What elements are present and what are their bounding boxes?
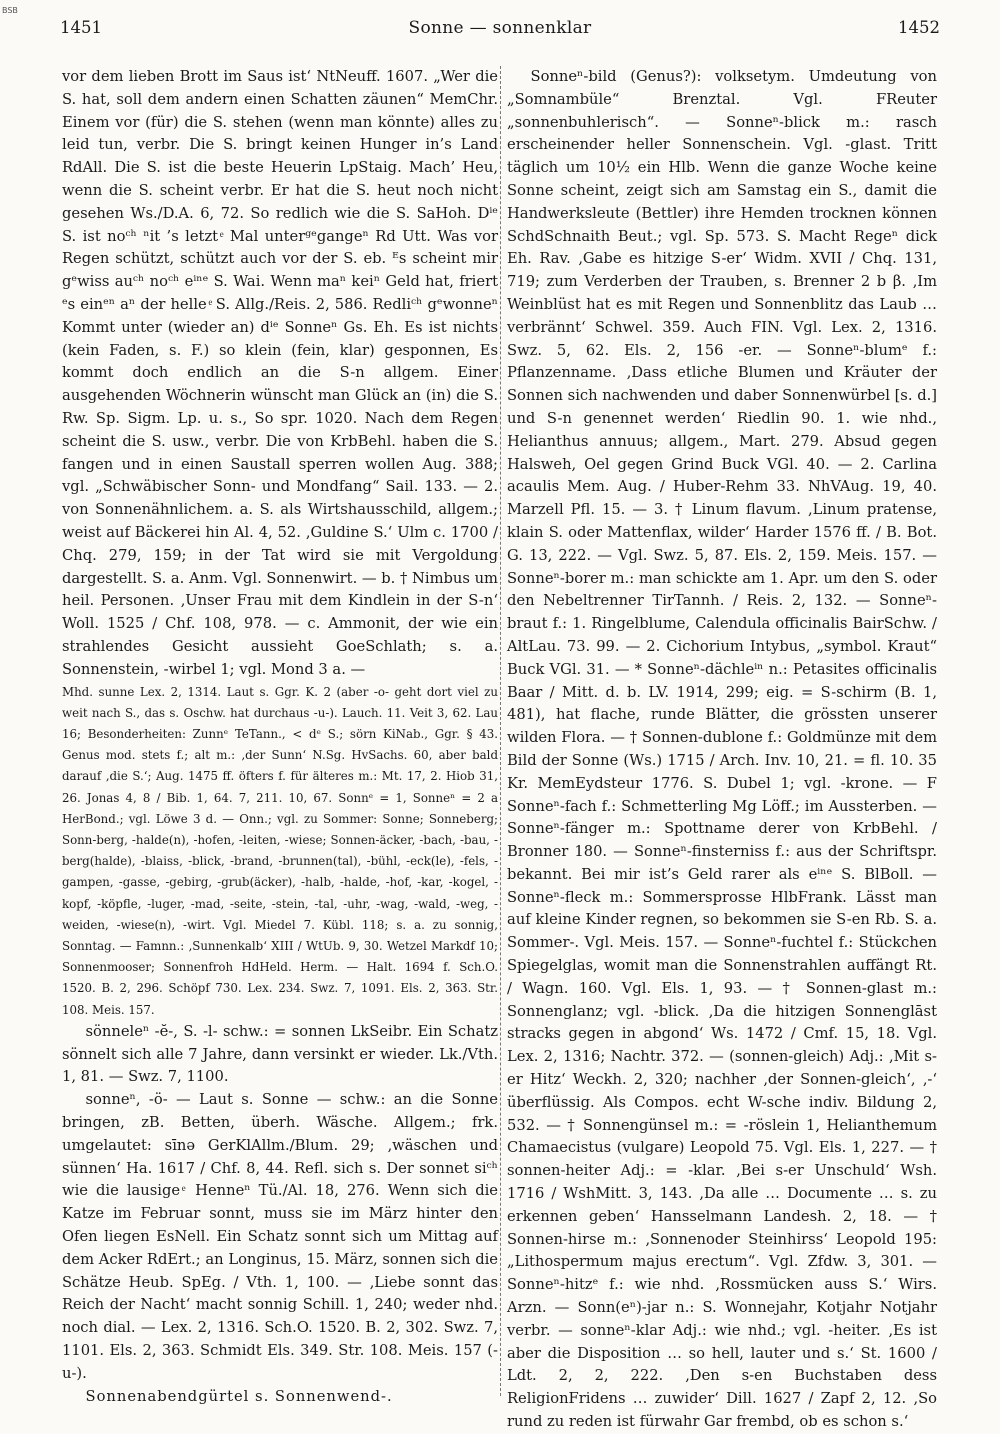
entry-sonnenabendguertel: Sonnenabendgürtel s. Sonnenwend-. [85, 1387, 393, 1405]
entry-sonnen-compounds: Sonneⁿ-bild (Genus?): volksetym. Umdeutung von „Somnambüle“ Brenztal. Vgl. FReuter „sonnenbuhlerisch“. — Sonneⁿ-blick m.: rasch erscheinender heller Sonnenschein. Vgl. -glast. Tritt täglich um 10½ ein Hlb. Wenn die ganze Woche keine Sonne scheint, zeigt sich am Samstag ein S., damit die Handwerksleute (Bettler) ihre Hemden trocknen können SchdSchnaith Beut.; vgl. Sp. 573. S. Macht Regeⁿ dick Eh. Rav. ‚Gabe es hitzige S-er‘ Widm. XVII / Chq. 131, 719; zum Verderben der Trauben, s. Brenner 2 b β. ‚Im Weinblüst hat es mit Regen und Sonnenblitz das Laub … verbrännt‘ Schwel. 359. Auch FIN. Vgl. Lex. 2, 1316. Swz. 5, 62. Els. 2, 156 -er. — Sonneⁿ-blumᵉ f.: Pflanzenname. ‚Dass etliche Blumen und Kräuter der Sonnen sich nachwenden und daber Sonnenwürbel [s. d.] und S-n genennet werden‘ Riedlin 90. 1. wie nhd., Helianthus annuus; allgem., Mart. 279. Absud gegen Halsweh, Oel gegen Grind Buck VGl. 40. — 2. Carlina acaulis Mem. Aug. / Huber-Rehm 33. NhVAug. 19, 40. Marzell Pfl. 15. — 3. † Linum flavum. ‚Linum pratense, klain S. oder Mattenflax, wilder‘ Harder 1576 ff. / B. Bot. G. 13, 222. — Vgl. Swz. 5, 87. Els. 2, 159. Meis. 157. — Sonneⁿ-borer m.: man schickte am 1. Apr. um den S. oder den Nebeltrenner TirTannh. / Reis. 2, 132. — Sonneⁿ-braut f.: 1. Ringelblume, Calendula officinalis BairSchw. / AltLau. 73. 99. — 2. Cichorium Intybus, „symbol. Kraut“ Buck VGl. 31. — * Sonneⁿ-dächleⁱⁿ n.: Petasites officinalis Baar / Mitt. d. b. LV. 1914, 299; eig. = S-schirm (B. 1, 481), hat flache, runde Blätter, die grössten unserer wilden Flora. — † Sonnen-dublone f.: Goldmünze mit dem Bild der Sonne (Ws.) 1715 / Arch. Inv. 10, 21. = fl. 10. 35 Kr. MemEydsteur 1776. S. Dubel 1; vgl. -krone. — F Sonneⁿ-fach f.: Schmetterling Mg Löff.; im Aussterben. — Sonneⁿ-fänger m.: Spottname derer von KrbBehl. / Bronner 180. — Sonneⁿ-finsterniss f.: aus der Schriftspr. bekannt. Bei mir ist’s Geld rarer als eⁱⁿᵉ S. BlBoll. — Sonneⁿ-fleck m.: Sommersprosse HlbFrank. Lässt man auf kleine Kinder regnen, so bekommen sie S-en Rb. S. a. Sommer-. Vgl. Meis. 157. — Sonneⁿ-fuchtel f.: Stückchen Spiegelglas, womit man die Sonnenstrahlen auffängt Rt. / Wagn. 160. Vgl. Els. 1, 93. — † Sonnen-glast m.: Sonnenglanz; vgl. -blick. ‚Da die hitzigen Sonnenglāst stracks gegen in abgond‘ Ws. 1472 / Cmf. 15, 18. Vgl. Lex. 2, 1316; Nachtr. 372. — (sonnen-gleich) Adj.: ‚Mit s-er Hitz‘ Weckh. 2, 320; nachher ‚der Sonnen-gleich‘, ‚-‘ überflüssig. Als Compos. echt W-sche indiv. Bildung 2, 532. — † Sonnengünsel m.: = -röslein 1, Helianthemum Chamaecistus (vulgare) Leopold 75. Vgl. Els. 1, 227. — † sonnen-heiter Adj.: = -klar. ‚Bei s-er Unschuld‘ Wsh. 1716 / WshMitt. 3, 143. ‚Da alle … Documente … s. zu erkennen geben‘ Hansselmann Landesh. 2, 18. — † Sonnen-hirse m.: ‚Sonnenoder Steinhirss‘ Leopold 195: „Lithospermum majus erectum“. Vgl. Zfdw. 3, 301. — Sonneⁿ-hitzᵉ f.: wie nhd. ‚Rossmücken auss S.‘ Wirs. Arzn. — Sonn(eⁿ)-jar n.: S. Wonnejahr, Kotjahr Notjahr verbr. — sonneⁿ-klar Adj.: wie nhd.; vgl. -heiter. ‚Es ist aber die Disposition … so hell, lauter und s.‘ St. 1600 / Ldt. 2, 2, 222. ‚Den s-en Buchstaben dess ReligionFridens … zuwider‘ Dill. 1627 / Zapf 2, 12. ‚So rund zu reden ist fürwahr Gar frembd, ob es schon s.‘ [507, 68, 937, 1431]
page-number-left: 1451 [60, 18, 102, 37]
page-title: Sonne — sonnenklar [408, 18, 592, 38]
column-divider [500, 66, 501, 1396]
entry-sonne-continued: vor dem lieben Brott im Saus ist‘ NtNeuff. 1607. „Wer die S. hat, soll dem andern einen Schatten zäunen“ MemChr. Einem vor (für) die S. stehen (wenn man könnte) alles zu leid tun, verbr. Die S. bringt keinen Hunger in’s Land RdAll. Die S. ist die beste Heuerin LpStaig. Mach’ Heu, wenn die S. scheint verbr. Er hat die S. heut noch nicht gesehen Ws./D.A. 6, 72. So redlich wie die S. SaHoh. Dⁱᵉ S. ist noᶜʰ ⁿit ’s letzt ͤ Mal unterᵍᵉgangeⁿ Rd Utt. Was vor Regen schützt, schützt auch vor der S. eb. ᴱs scheint mir gᵉwiss auᶜʰ noᶜʰ eⁱⁿᵉ S. Wai. Wenn maⁿ keiⁿ Geld hat, friert ᵉs einᵉⁿ aⁿ der helle ͤ S. Allg./Reis. 2, 586. Redliᶜʰ gᵉwonneⁿ Kommt unter (wieder an) dⁱᵉ Sonneⁿ Gs. Eh. Es ist nichts (kein Faden, s. F.) so klein (fein, klar) gesponnen, Es kommt doch endlich an die S-n allgem. Einer ausgehenden Wöchnerin wünscht man Glück an (in) die S. Rw. Sp. Sigm. Lp. u. s., So spr. 1020. Nach dem Regen scheint die S. usw., verbr. Die von KrbBehl. haben die S. fangen und in einen Saustall sperren wollen Aug. 388; vgl. „Schwäbischer Sonn- und Mondfang“ Sail. 133. — 2. von Sonnenähnlichem. a. S. als Wirtshausschild, allgem.; weist auf Bäckerei hin Al. 4, 52. ‚Guldine S.‘ Ulm c. 1700 / Chq. 279, 159; in der Tat wird sie mit Vergoldung dargestellt. S. a. Anm. Vgl. Sonnenwirt. — b. † Nimbus um heil. Personen. ‚Unser Frau mit dem Kindlein in der S-n‘ Woll. 1525 / Chf. 108, 978. — c. Ammonit, der wie ein strahlendes Gesicht aussieht GoeSchlath; s. a. Sonnenstein, -wirbel 1; vgl. Mond 3 a. — [62, 68, 498, 678]
entry-sonne-notes: Mhd. sunne Lex. 2, 1314. Laut s. Ggr. K. 2 (aber -o- geht dort viel zu weit nach S., das s. Oschw. hat durchaus -u-). Lauch. 11. Veit 3, 62. Lau 16; Besonderheiten: Zunnᵉ TeTann., < dᵉ S.; sörn KiNab., Ggr. § 43. Genus mod. stets f.; alt m.: ‚der Sunn‘ N.Sg. HvSachs. 60, aber bald darauf ‚die S.‘; Aug. 1475 ff. öfters f. für älteres m.: Mt. 17, 2. Hiob 31, 26. Jonas 4, 8 / Bib. 1, 64. 7, 211. 10, 67. Sonnᵉ = 1, Sonneⁿ = 2 a HerBond.; vgl. Löwe 3 d. — Onn.; vgl. zu Sommer: Sonne; Sonneberg; Sonn-berg, -halde(n), -hofen, -leiten, -wiese; Sonnen-äcker, -bach, -bau, -berg(halde), -blaiss, -blick, -brand, -brunnen(tal), -bühl, -eck(le), -fels, -gampen, -gasse, -gebirg, -grub(äcker), -halb, -halde, -hof, -kar, -kogel, -kopf, -köpfle, -luger, -mad, -seite, -stein, -tal, -uhr, -wag, -wald, -weg, -weiden, -wiese(n), -wirt. Vgl. Miedel 7. Kübl. 118; s. a. zu sonnig, Sonntag. — Famnn.: ‚Sunnenkalb‘ XIII / WtUb. 9, 30. Wetzel Markdf 10; Sonnenmooser; Sonnenfroh HdHeld. Herm. — Halt. 1694 f. Sch.O. 1520. B. 2, 296. Schöpf 730. Lex. 234. Swz. 7, 1091. Els. 2, 363. Str. 108. Meis. 157. [62, 684, 498, 1017]
page-header [60, 18, 940, 48]
page-number-right: 1452 [897, 18, 940, 37]
entry-sonnelen: sönneleⁿ -ĕ-, S. -l- schw.: = sonnen LkSeibr. Ein Schatz sönnelt sich alle 7 Jahre, dann versinkt er wieder. Lk./Vth. 1, 81. — Swz. 7, 1100. [62, 1022, 498, 1086]
library-stamp: BSB [2, 6, 18, 15]
right-column [507, 66, 937, 1431]
entry-sonnen: sonneⁿ, -ö- — Laut s. Sonne — schw.: an die Sonne bringen, zB. Betten, überh. Wäsche. Allgem.; frk. umgelautet: sīnə GerKlAllm./Blum. 29; ‚wäschen und sünnen‘ Ha. 1617 / Chf. 8, 44. Refl. sich s. Der sonnet siᶜʰ wie die lausige ͤ Henneⁿ Tü./Al. 18, 276. Wenn sich die Katze im Februar sonnt, muss sie im März hinter den Ofen liegen EsNell. Ein Schatz sonnt sich um Mittag auf dem Acker RdErt.; an Longinus, 15. März, sonnen sich die Schätze Heub. SpEg. / Vth. 1, 100. — ‚Liebe sonnt das Reich der Nacht‘ macht sonnig Schill. 1, 240; weder nhd. noch dial. — Lex. 2, 1316. Sch.O. 1520. B. 2, 302. Swz. 7, 1101. Els. 2, 363. Schmidt Els. 349. Str. 108. Meis. 157 (-u-). [62, 1091, 498, 1382]
left-column [62, 66, 498, 1405]
